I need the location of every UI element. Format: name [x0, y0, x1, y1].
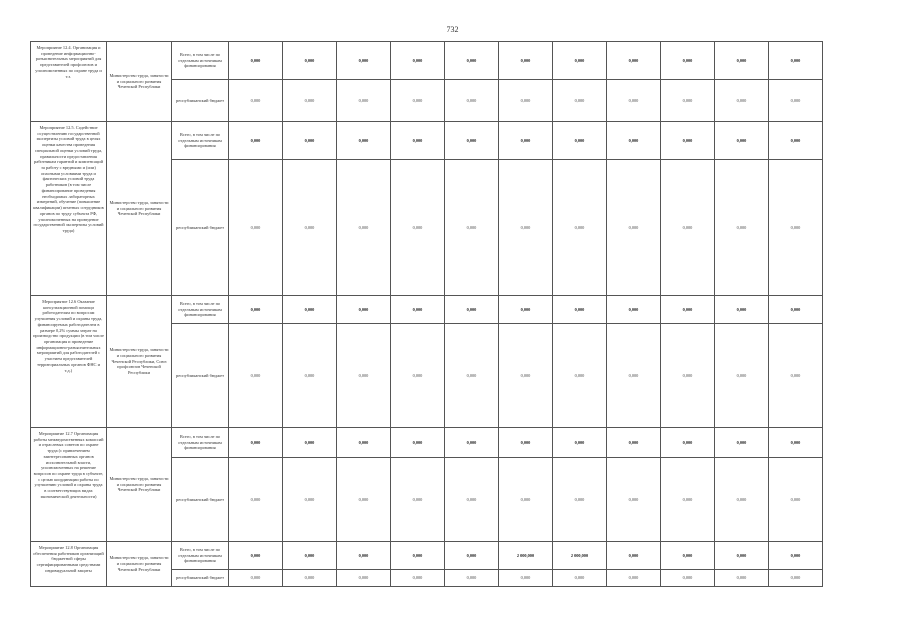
row-total [31, 42, 823, 80]
row-total [31, 428, 823, 458]
value-cell: 0,000 [553, 324, 607, 428]
value-cell: 0,000 [607, 324, 661, 428]
executor-cell: Министерство труда, занятости и социального развития Чеченской Республики [107, 42, 172, 122]
value-cell: 0,000 [661, 80, 715, 122]
value-cell: 0,000 [337, 542, 391, 570]
value-cell: 0,000 [661, 542, 715, 570]
value-cell: 0,000 [499, 122, 553, 160]
value-cell: 0,000 [499, 296, 553, 324]
value-cell: 0,000 [607, 570, 661, 587]
value-cell: 0,000 [337, 570, 391, 587]
value-cell: 0,000 [499, 42, 553, 80]
value-cell: 0,000 [607, 428, 661, 458]
value-cell: 0,000 [715, 160, 769, 296]
value-cell: 0,000 [553, 458, 607, 542]
value-cell: 0,000 [229, 80, 283, 122]
value-cell: 0,000 [499, 80, 553, 122]
source-cell: Всего, в том числе по отдельным источникам финансирования [172, 296, 229, 324]
value-cell: 0,000 [715, 122, 769, 160]
value-cell: 0,000 [229, 324, 283, 428]
value-cell: 0,000 [499, 160, 553, 296]
value-cell: 0,000 [445, 80, 499, 122]
value-cell: 0,000 [283, 324, 337, 428]
source-cell: Всего, в том числе по отдельным источникам финансирования [172, 428, 229, 458]
value-cell: 0,000 [715, 570, 769, 587]
value-cell: 0,000 [391, 324, 445, 428]
value-cell: 0,000 [445, 458, 499, 542]
executor-cell: Министерство труда, занятости и социального развития Чеченской Республики [107, 122, 172, 296]
value-cell: 0,000 [283, 428, 337, 458]
value-cell: 0,000 [445, 296, 499, 324]
value-cell: 0,000 [391, 570, 445, 587]
value-cell: 0,000 [607, 160, 661, 296]
value-cell: 0,000 [715, 542, 769, 570]
executor-cell: Министерство труда, занятости и социального развития Чеченской Республики [107, 428, 172, 542]
value-cell: 0,000 [445, 428, 499, 458]
table-body [31, 42, 823, 587]
value-cell: 0,000 [769, 458, 823, 542]
value-cell: 0,000 [661, 428, 715, 458]
value-cell: 0,000 [391, 122, 445, 160]
value-cell: 0,000 [661, 324, 715, 428]
value-cell: 0,000 [391, 80, 445, 122]
value-cell: 0,000 [715, 80, 769, 122]
row-total [31, 122, 823, 160]
value-cell: 0,000 [283, 80, 337, 122]
value-cell: 0,000 [283, 122, 337, 160]
source-cell: Всего, в том числе по отдельным источникам финансирования [172, 122, 229, 160]
value-cell: 0,000 [283, 160, 337, 296]
value-cell: 0,000 [445, 42, 499, 80]
value-cell: 0,000 [607, 296, 661, 324]
value-cell: 0,000 [499, 570, 553, 587]
value-cell: 0,000 [391, 458, 445, 542]
source-cell: республиканский бюджет [172, 324, 229, 428]
value-cell: 0,000 [445, 542, 499, 570]
value-cell: 0,000 [337, 160, 391, 296]
source-cell: республиканский бюджет [172, 458, 229, 542]
value-cell: 0,000 [229, 570, 283, 587]
page-number: 732 [446, 25, 459, 34]
value-cell: 0,000 [391, 42, 445, 80]
value-cell: 0,000 [229, 458, 283, 542]
value-cell: 0,000 [445, 122, 499, 160]
source-cell: Всего, в том числе по отдельным источникам финансирования [172, 542, 229, 570]
value-cell: 0,000 [445, 324, 499, 428]
value-cell: 0,000 [391, 542, 445, 570]
value-cell: 0,000 [499, 428, 553, 458]
value-cell: 0,000 [499, 458, 553, 542]
measure-cell: Мероприятие 12.6 Оказание консультационной помощи работодателям по вопросам улучшения условий и охраны труда, финансируемых работодателем в размере 0,2% суммы затрат на производство продукции (в том числе организация и проведение информационно-разъяснительных мероприятий для работодателей с участием представителей территориальных органов ФНС и т.д.) [31, 296, 107, 428]
value-cell: 0,000 [337, 80, 391, 122]
value-cell: 0,000 [661, 160, 715, 296]
value-cell: 0,000 [769, 296, 823, 324]
value-cell: 0,000 [661, 122, 715, 160]
value-cell: 0,000 [283, 542, 337, 570]
value-cell: 0,000 [661, 570, 715, 587]
value-cell: 0,000 [499, 324, 553, 428]
value-cell: 0,000 [229, 428, 283, 458]
source-cell: Всего, в том числе по отдельным источникам финансирования [172, 42, 229, 80]
value-cell: 0,000 [391, 160, 445, 296]
value-cell: 0,000 [607, 42, 661, 80]
value-cell: 0,000 [715, 42, 769, 80]
value-cell: 0,000 [553, 296, 607, 324]
value-cell: 0,000 [337, 458, 391, 542]
value-cell: 0,000 [229, 160, 283, 296]
value-cell: 0,000 [445, 160, 499, 296]
value-cell: 0,000 [553, 42, 607, 80]
value-cell: 0,000 [769, 42, 823, 80]
value-cell: 0,000 [229, 122, 283, 160]
value-cell: 0,000 [553, 122, 607, 160]
value-cell: 0,000 [769, 324, 823, 428]
value-cell: 0,000 [391, 296, 445, 324]
value-cell: 0,000 [283, 570, 337, 587]
value-cell: 0,000 [607, 542, 661, 570]
value-cell: 0,000 [715, 428, 769, 458]
row-total [31, 542, 823, 570]
value-cell: 0,000 [553, 428, 607, 458]
value-cell: 0,000 [283, 42, 337, 80]
value-cell: 0,000 [283, 296, 337, 324]
measure-cell: Мероприятие 12.4. Организация и проведение информационно-разъяснительных мероприятий для представителей профсоюзов и уполномоченных по охране труда и т.з. [31, 42, 107, 122]
value-cell: 0,000 [661, 458, 715, 542]
source-cell: республиканский бюджет [172, 160, 229, 296]
value-cell: 0,000 [337, 324, 391, 428]
executor-cell: Министерство труда, занятости и социального развития Чеченской Республики [107, 542, 172, 587]
value-cell: 0,000 [391, 428, 445, 458]
source-cell: республиканский бюджет [172, 80, 229, 122]
value-cell: 0,000 [553, 80, 607, 122]
value-cell: 0,000 [553, 160, 607, 296]
source-cell: республиканский бюджет [172, 570, 229, 587]
measure-cell: Мероприятие 12.7 Организация работы межведомственных комиссий и отраслевых советов по охране труда (с привлечением заинтересованных органов исполнительной власти, уполномоченных на решение вопросов по охране труда в субъекте, с целью координации работы по улучшению условий и охраны труда в соответствующих видах экономической деятельности) [31, 428, 107, 542]
value-cell: 0,000 [337, 428, 391, 458]
value-cell: 0,000 [661, 42, 715, 80]
value-cell: 2 000,000 [553, 542, 607, 570]
value-cell: 0,000 [607, 122, 661, 160]
value-cell: 0,000 [229, 42, 283, 80]
value-cell: 0,000 [337, 122, 391, 160]
value-cell: 0,000 [229, 542, 283, 570]
value-cell: 0,000 [769, 542, 823, 570]
value-cell: 0,000 [769, 160, 823, 296]
value-cell: 0,000 [769, 428, 823, 458]
value-cell: 0,000 [553, 570, 607, 587]
measure-cell: Мероприятие 12.8 Организация обеспечения работников организаций бюджетной сферы сертифицированными средствами индивидуальной защиты [31, 542, 107, 587]
executor-cell: Министерство труда, занятости и социального развития Чеченской Республики, Союз профсоюзов Чеченской Республики [107, 296, 172, 428]
value-cell: 0,000 [283, 458, 337, 542]
value-cell: 0,000 [715, 296, 769, 324]
value-cell: 0,000 [769, 80, 823, 122]
value-cell: 0,000 [607, 80, 661, 122]
value-cell: 0,000 [769, 122, 823, 160]
value-cell: 0,000 [661, 296, 715, 324]
value-cell: 0,000 [607, 458, 661, 542]
measure-cell: Мероприятие 12.5. Содействие осуществлению государственной экспертизы условий труда в целях оценки качества проведения специальной оценки условий труда, правильности предоставления работникам гарантий и компенсаций за работу с вредными и (или) опасными условиями труда и фактических условий труда работников (в том числе финансирование проведения необходимых лабораторных измерений, обучение (повышение квалификации) штатных сотрудников органов по труду субъекта РФ, уполномоченных на проведение государственной экспертизы условий труда) [31, 122, 107, 296]
budget-table [30, 41, 823, 587]
value-cell: 0,000 [337, 296, 391, 324]
value-cell: 0,000 [229, 296, 283, 324]
row-total [31, 296, 823, 324]
value-cell: 0,000 [769, 570, 823, 587]
value-cell: 0,000 [445, 570, 499, 587]
value-cell: 0,000 [715, 324, 769, 428]
value-cell: 0,000 [715, 458, 769, 542]
value-cell: 0,000 [337, 42, 391, 80]
value-cell: 2 000,000 [499, 542, 553, 570]
